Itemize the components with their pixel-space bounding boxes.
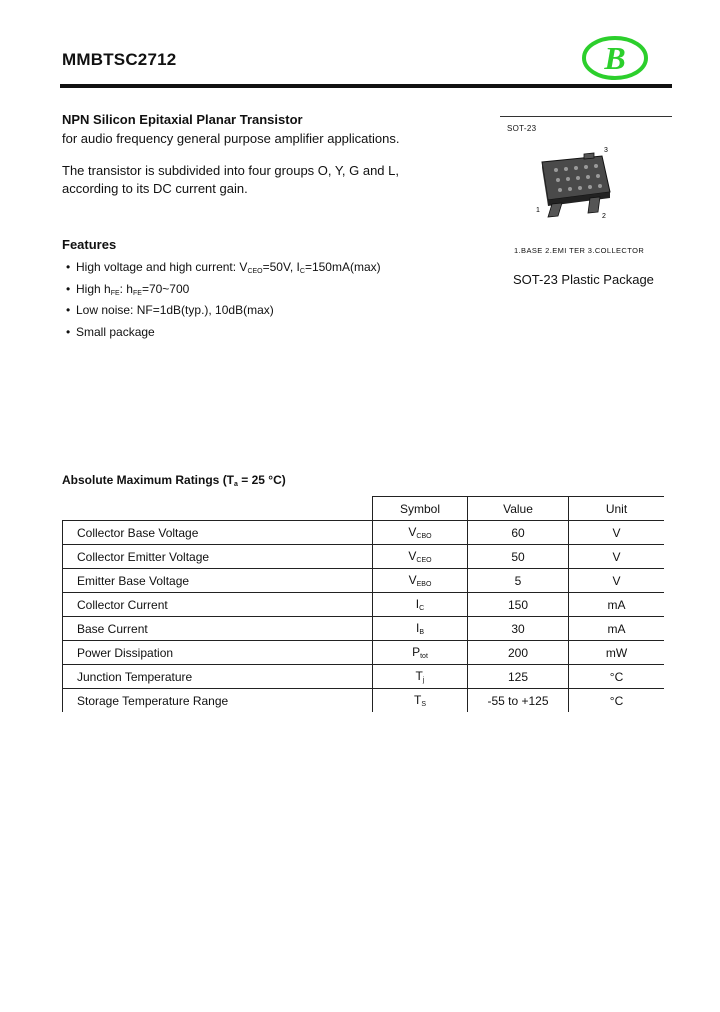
symbol-cell (373, 641, 468, 665)
header-blank-cell (63, 497, 373, 521)
feature-text: Low noise: NF=1dB(typ.), 10dB(max) (76, 303, 274, 317)
pin-2-label: 2 (602, 213, 606, 220)
unit-cell: mA (569, 593, 665, 617)
subscript: C (299, 268, 305, 275)
features-heading: Features (62, 237, 117, 252)
device-subtitle: NPN Silicon Epitaxial Planar Transistor (62, 112, 303, 127)
parameter-cell: Collector Emitter Voltage (63, 545, 373, 569)
subscript: CBO (416, 533, 432, 540)
description-line-2: The transistor is subdivided into four groups O, Y, G and L, (62, 163, 399, 178)
table-row (63, 689, 665, 713)
table-row (63, 545, 665, 569)
pin-1-label: 1 (536, 207, 540, 214)
feature-text: High voltage and high current: V (76, 260, 248, 274)
symbol-cell (373, 545, 468, 569)
table-row (63, 617, 665, 641)
symbol-cell (373, 593, 468, 617)
pin-2-lead (588, 197, 600, 213)
subscript: tot (420, 653, 428, 660)
feature-text: =150mA(max) (304, 260, 381, 274)
package-caption: SOT-23 Plastic Package (513, 272, 654, 287)
unit-cell: mW (569, 641, 665, 665)
symbol-letter: I (415, 597, 420, 611)
parameter-cell: Base Current (63, 617, 373, 641)
table-header-row (63, 497, 665, 521)
feature-item-small-package (66, 325, 155, 339)
column-header-symbol: Symbol (373, 497, 468, 521)
value-cell: 50 (468, 545, 569, 569)
ratings-title-text: Absolute Maximum Ratings (T (62, 473, 235, 487)
symbol-cell (373, 665, 468, 689)
value-cell: 200 (468, 641, 569, 665)
bullet-glyph: • (66, 282, 71, 296)
feature-text: Small package (76, 325, 155, 339)
symbol-cell (373, 617, 468, 641)
description-line-1: for audio frequency general purpose amplifier applications. (62, 131, 400, 146)
subscript: CEO (247, 268, 263, 275)
column-header-value: Value (468, 497, 569, 521)
bullet-glyph: • (66, 303, 71, 317)
subscript: CEO (416, 557, 432, 564)
table-row (63, 569, 665, 593)
bullet-glyph: • (66, 260, 71, 274)
feature-text: =70~700 (141, 282, 190, 296)
parameter-cell: Collector Current (63, 593, 373, 617)
ratings-title-text: = 25 °C) (237, 473, 286, 487)
parameter-cell: Emitter Base Voltage (63, 569, 373, 593)
pin-3-label: 3 (604, 147, 608, 154)
value-cell: -55 to +125 (468, 689, 569, 713)
unit-cell: V (569, 521, 665, 545)
parameter-cell: Junction Temperature (63, 665, 373, 689)
description-line-3: according to its DC current gain. (62, 181, 248, 196)
symbol-letter: T (415, 669, 423, 683)
symbol-letter: T (413, 693, 422, 707)
pin-3-lead (584, 153, 594, 159)
package-label-small: SOT-23 (507, 124, 537, 133)
package-rule (500, 116, 672, 117)
subscript: j (422, 677, 425, 684)
feature-text: =50V, I (262, 260, 300, 274)
part-number-title: MMBTSC2712 (62, 50, 177, 69)
subscript: FE (132, 290, 142, 297)
table-row (63, 665, 665, 689)
feature-item-high-voltage (66, 260, 381, 275)
symbol-letter: V (408, 549, 417, 563)
symbol-letter: V (408, 525, 417, 539)
table-row (63, 593, 665, 617)
unit-cell: mA (569, 617, 665, 641)
unit-cell: °C (569, 689, 665, 713)
unit-cell: V (569, 569, 665, 593)
column-header-unit: Unit (569, 497, 665, 521)
unit-cell: V (569, 545, 665, 569)
symbol-cell (373, 521, 468, 545)
unit-cell: °C (569, 665, 665, 689)
value-cell: 125 (468, 665, 569, 689)
company-logo (582, 36, 648, 80)
table-row (63, 521, 665, 545)
subscript: FE (110, 290, 120, 297)
value-cell: 60 (468, 521, 569, 545)
sot23-package-drawing (528, 146, 618, 224)
symbol-letter: V (408, 573, 417, 587)
value-cell: 30 (468, 617, 569, 641)
symbol-letter: I (415, 621, 420, 635)
parameter-cell: Collector Base Voltage (63, 521, 373, 545)
value-cell: 150 (468, 593, 569, 617)
subscript: EBO (416, 581, 432, 588)
symbol-cell (373, 569, 468, 593)
feature-text: : h (119, 282, 133, 296)
symbol-letter: P (412, 645, 421, 659)
table-row (63, 641, 665, 665)
absolute-maximum-ratings-table (62, 496, 664, 712)
parameter-cell: Storage Temperature Range (63, 689, 373, 713)
subscript: C (419, 605, 425, 612)
subscript: S (421, 701, 426, 708)
pin-legend: 1.BASE 2.EMI TER 3.COLLECTOR (514, 246, 645, 255)
bullet-glyph: • (66, 325, 71, 339)
ratings-title (62, 473, 286, 488)
parameter-cell: Power Dissipation (63, 641, 373, 665)
symbol-cell (373, 689, 468, 713)
feature-item-low-noise (66, 303, 274, 317)
value-cell: 5 (468, 569, 569, 593)
feature-text: High h (76, 282, 111, 296)
subscript: B (419, 629, 424, 636)
header-rule (60, 84, 672, 88)
feature-item-high-hfe (66, 282, 189, 297)
subscript: a (234, 481, 238, 488)
logo-letter: B (604, 40, 626, 76)
